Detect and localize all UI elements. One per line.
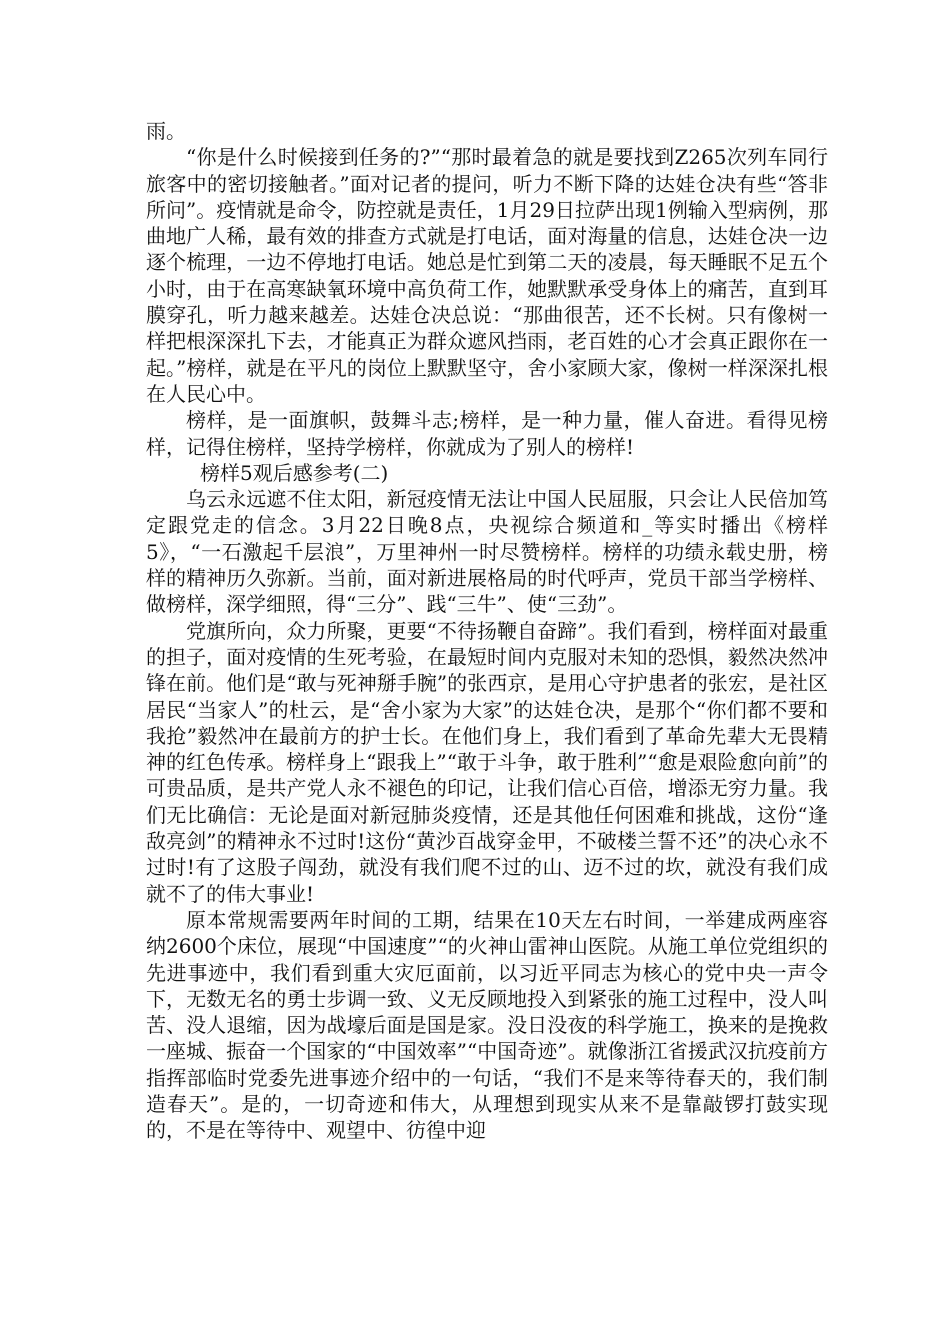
paragraph-broadcast: 乌云永远遮不住太阳，新冠疫情无法让中国人民屈服，只会让人民倍加笃定跟党走的信念。3月22日晚8点，央视综合频道和_等实时播出《榜样5》，“一石激起千层浪”，万里神州一时尽赞榜样。榜样的功绩永载史册，榜样的精神历久弥新。当前，面对新进展格局的时代呼声，党员干部当学榜样、做榜样，深学细照，得“三分”、践“三牛”、使“三劲”。 <box>146 487 828 617</box>
section-heading: 榜样5观后感参考(二) <box>200 460 389 485</box>
paragraph-hospital-construction: 原本常规需要两年时间的工期，结果在10天左右时间，一举建成两座容纳2600个床位，展现“中国速度”“的火神山雷神山医院。从施工单位党组织的先进事迹中，我们看到重大灾厄面前，以习近平同志为核心的党中央一声令下，无数无名的勇士步调一致、义无反顾地投入到紧张的施工过程中，没人叫苦、没人退缩，因为战壕后面是国是家。没日没夜的科学施工，换来的是挽救一座城、振奋一个国家的“中国效率”“中国奇迹”。就像浙江省援武汉抗疫前方指挥部临时党委先进事迹介绍中的一句话，“我们不是来等待春天的，我们制造春天”。是的，一切奇迹和伟大，从理想到现实从来不是靠敲锣打鼓实现的，不是在等待中、观望中、彷徨中迎 <box>146 907 828 1143</box>
paragraph-continuation: 雨。 <box>146 119 186 143</box>
paragraph-role-model-summary: 榜样，是一面旗帜，鼓舞斗志;榜样，是一种力量，催人奋进。看得见榜样，记得住榜样，坚持学榜样，你就成为了别人的榜样! <box>146 408 828 459</box>
document-page <box>146 118 828 1144</box>
paragraph-party-flag: 党旗所向，众力所聚，更要“不待扬鞭自奋蹄”。我们看到，榜样面对最重的担子，面对疫情的生死考验，在最短时间内克服对未知的恐惧，毅然决然冲锋在前。他们是“敢与死神掰手腕”的张西京，是用心守护患者的张宏，是社区居民“当家人”的杜云，是“舍小家为大家”的达娃仓决，是那个“你们都不要和我抢”毅然冲在最前方的护士长。在他们身上，我们看到了革命先辈大无畏精神的红色传承。榜样身上“跟我上”“敢于斗争，敢于胜利”“愈是艰险愈向前”的可贵品质，是共产党人永不褪色的印记，让我们信心百倍，增添无穷力量。我们无比确信：无论是面对新冠肺炎疫情，还是其他任何困难和挑战，这份“逢敌亮剑”的精神永不过时!这份“黄沙百战穿金甲，不破楼兰誓不还”的决心永不过时!有了这股子闯劲，就没有我们爬不过的山、迈不过的坎，就没有我们成就不了的伟大事业! <box>146 618 828 906</box>
paragraph-dawa-cangjue: “你是什么时候接到任务的?”“那时最着急的就是要找到Z265次列车同行旅客中的密切接触者。”面对记者的提问，听力不断下降的达娃仓决有些“答非所问”。疫情就是命令，防控就是责任，1月29日拉萨出现1例输入型病例，那曲地广人稀，最有效的排查方式就是打电话，面对海量的信息，达娃仓决一边逐个梳理，一边不停地打电话。她总是忙到第二天的凌晨，每天睡眠不足五个小时，由于在高寒缺氧环境中高负荷工作，她默默承受身体上的痛苦，直到耳膜穿孔，听力越来越差。达娃仓决总说：“那曲很苦，还不长树。只有像树一样把根深深扎下去，才能真正为群众遮风挡雨，老百姓的心才会真正跟你在一起。”榜样，就是在平凡的岗位上默默坚守，舍小家顾大家，像树一样深深扎根在人民心中。 <box>146 145 828 406</box>
